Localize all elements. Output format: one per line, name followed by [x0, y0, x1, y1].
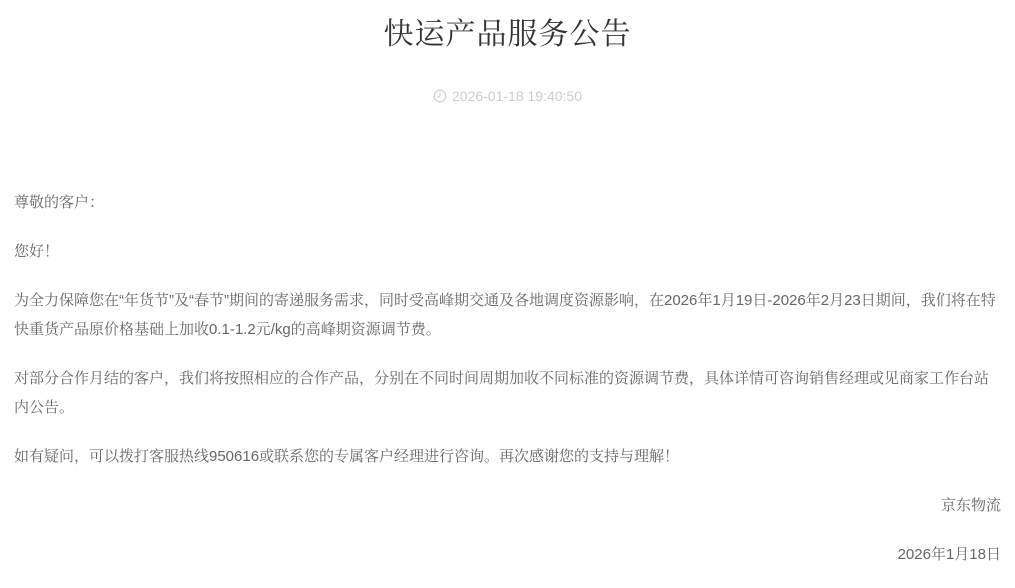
page-title: 快运产品服务公告	[383, 18, 632, 51]
clock-icon	[433, 89, 447, 103]
paragraph-contact-info: 如有疑问，可以拨打客服热线950616或联系您的专属客户经理进行咨询。再次感谢您的支持与理解！	[14, 447, 680, 465]
signature-date: 2026年1月18日	[897, 545, 1001, 563]
paragraph-monthly-settlement: 对部分合作月结的客户，我们将按照相应的合作产品，分别在不同时间周期加收不同标准的资源调节费，具体详情可咨询销售经理或见商家工作台站内公告。	[14, 369, 990, 416]
paragraph-surcharge-notice: 为全力保障您在“年货节”及“春节”期间的寄递服务需求，同时受高峰期交通及各地调度资源影响，在2026年1月19日-2026年2月23日期间，我们将在特快重货产品原价格基础上加收0.1-1.2元/kg的高峰期资源调节费。	[14, 291, 996, 338]
greeting: 您好！	[14, 242, 60, 260]
announcement-body	[14, 188, 1001, 569]
publish-timestamp-text: 2026-01-18 19:40:50	[452, 87, 582, 104]
publish-timestamp	[14, 88, 1001, 104]
salutation: 尊敬的客户：	[14, 193, 105, 211]
announcement-page	[0, 16, 1015, 588]
signature: 京东物流	[940, 496, 1001, 514]
